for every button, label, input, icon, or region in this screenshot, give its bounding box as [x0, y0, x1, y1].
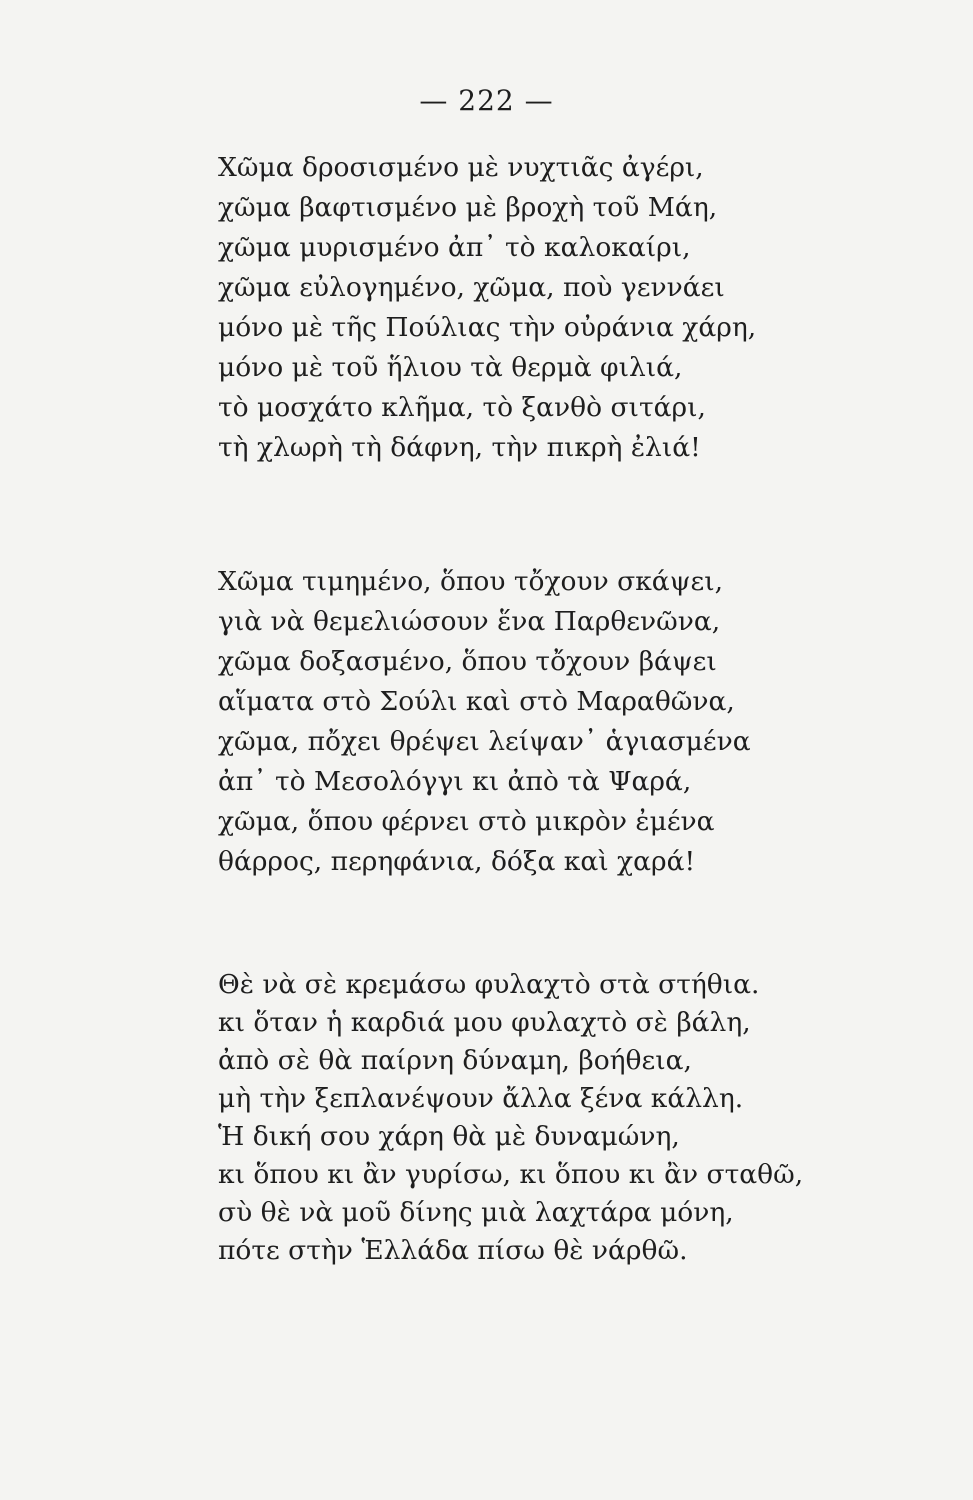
verse-line: χῶμα μυρισμένο ἀπ᾽ τὸ καλοκαίρι, — [218, 232, 691, 263]
verse-line: κι ὅπου κι ἂν γυρίσω, κι ὅπου κι ἂν σταθῶ, — [218, 1159, 804, 1190]
verse-line: χῶμα εὐλογημένο, χῶμα, ποὺ γεννάει — [218, 272, 725, 303]
stanza-1 — [218, 148, 938, 468]
verse-line: μὴ τὴν ξεπλανέψουν ἄλλα ξένα κάλλη. — [218, 1083, 744, 1114]
page-number: — 222 — — [419, 84, 554, 117]
verse-line: Χῶμα δροσισμένο μὲ νυχτιᾶς ἀγέρι, — [218, 152, 704, 183]
verse-line: ἀπ᾽ τὸ Μεσολόγγι κι ἀπὸ τὰ Ψαρά, — [218, 766, 692, 797]
verse-line: Θὲ νὰ σὲ κρεμάσω φυλαχτὸ στὰ στήθια. — [218, 969, 760, 1000]
verse-line: μόνο μὲ τῆς Πούλιας τὴν οὐράνια χάρη, — [218, 312, 757, 343]
verse-line: θάρρος, περηφάνια, δόξα καὶ χαρά! — [218, 846, 696, 877]
verse-line: Ἡ δική σου χάρη θὰ μὲ δυναμώνη, — [218, 1121, 680, 1152]
verse-line: χῶμα, ὅπου φέρνει στὸ μικρὸν ἐμένα — [218, 806, 715, 837]
verse-line: σὺ θὲ νὰ μοῦ δίνης μιὰ λαχτάρα μόνη, — [218, 1197, 734, 1228]
verse-line: τὸ μοσχάτο κλῆμα, τὸ ξανθὸ σιτάρι, — [218, 392, 706, 423]
verse-line: πότε στὴν Ἑλλάδα πίσω θὲ νάρθῶ. — [218, 1235, 688, 1266]
stanza-3 — [218, 966, 938, 1270]
verse-line: χῶμα βαφτισμένο μὲ βροχὴ τοῦ Μάη, — [218, 192, 718, 223]
verse-line: μόνο μὲ τοῦ ἥλιου τὰ θερμὰ φιλιά, — [218, 352, 683, 383]
verse-line: τὴ χλωρὴ τὴ δάφνη, τὴν πικρὴ ἐλιά! — [218, 432, 701, 463]
verse-line: ἀπὸ σὲ θὰ παίρνη δύναμη, βοήθεια, — [218, 1045, 692, 1076]
stanza-2 — [218, 562, 938, 882]
verse-line: χῶμα δοξασμένο, ὅπου τὄχουν βάψει — [218, 646, 717, 677]
verse-line: γιὰ νὰ θεμελιώσουν ἕνα Παρθενῶνα, — [218, 606, 721, 637]
verse-line: χῶμα, πὄχει θρέψει λείψαν᾽ ἁγιασμένα — [218, 726, 751, 757]
verse-line: αἵματα στὸ Σούλι καὶ στὸ Μαραθῶνα, — [218, 686, 735, 717]
verse-line: Χῶμα τιμημένο, ὅπου τὄχουν σκάψει, — [218, 566, 724, 597]
verse-line: κι ὅταν ἡ καρδιά μου φυλαχτὸ σὲ βάλη, — [218, 1007, 751, 1038]
